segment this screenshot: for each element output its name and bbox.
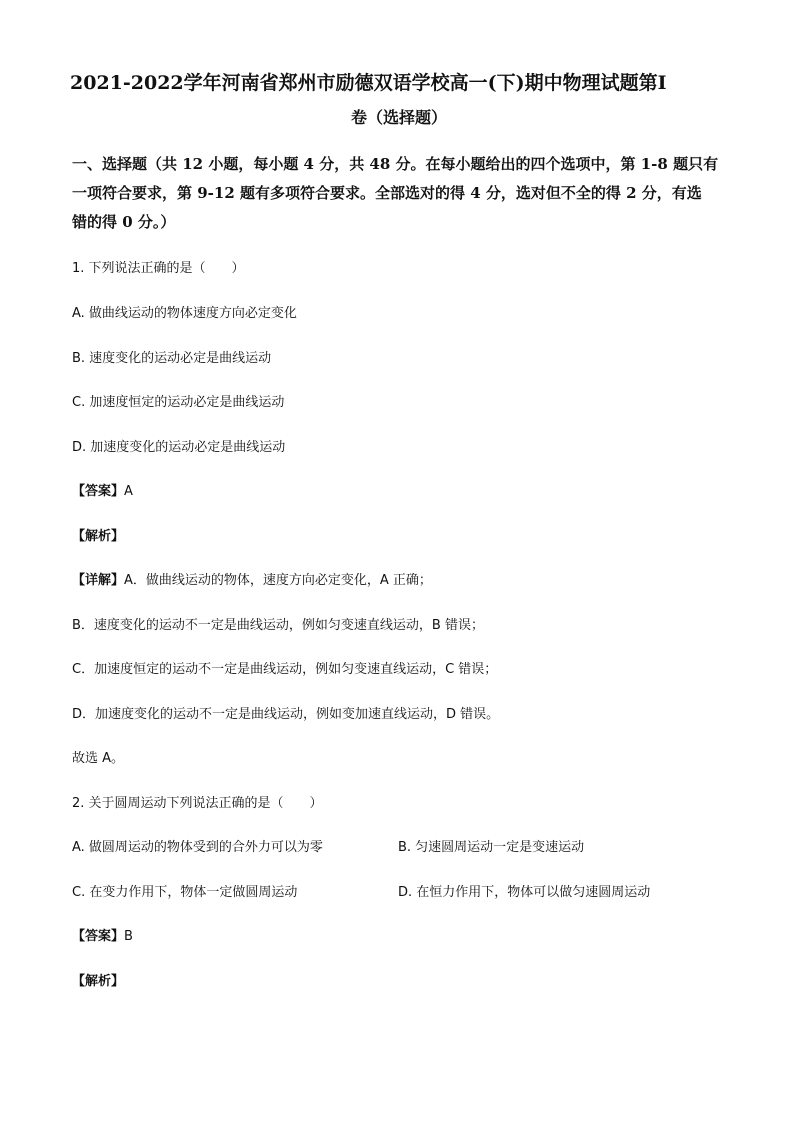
section-heading: [72, 150, 724, 237]
q1-detail-line4: D．加速度变化的运动不一定是曲线运动，例如变加速直线运动，D 错误。: [72, 707, 500, 722]
q2-analysis-line: [72, 973, 124, 991]
q1-detail-line1: [72, 572, 432, 590]
q1-option-b: B. 速度变化的运动必定是曲线运动: [72, 351, 272, 366]
document-title-line1: 2021-2022学年河南省郑州市励德双语学校高一(下)期中物理试题第Ⅰ: [70, 72, 667, 94]
q2-answer-line: [72, 928, 133, 946]
q1-answer-value: A: [124, 484, 133, 499]
section-heading-line3: 错的得 0 分。）: [72, 213, 176, 231]
q1-option-d: D. 加速度变化的运动必定是曲线运动: [72, 440, 286, 455]
q2-answer-tag: 【答案】: [72, 929, 125, 944]
q2-option-d: D. 在恒力作用下，物体可以做匀速圆周运动: [398, 885, 651, 900]
q2-answer-value: B: [124, 929, 133, 944]
q1-analysis-line: [72, 528, 124, 546]
section-heading-line2: 一项符合要求，第 9-12 题有多项符合要求。全部选对的得 4 分，选对但不全的得 2 分，有选: [72, 184, 702, 202]
q1-option-c: C. 加速度恒定的运动必定是曲线运动: [72, 395, 285, 410]
q1-detail-tag: 【详解】: [72, 573, 125, 588]
q1-conclusion: 故选 A。: [72, 751, 125, 766]
q1-analysis-tag: 【解析】: [72, 529, 125, 544]
section-heading-line1: 一、选择题（共 12 小题，每小题 4 分，共 48 分。在每小题给出的四个选项中，第 1-8 题只有: [72, 155, 719, 173]
q1-detail-text1: A．做曲线运动的物体，速度方向必定变化，A 正确；: [124, 573, 432, 588]
q2-option-a: A. 做圆周运动的物体受到的合外力可以为零: [72, 840, 323, 855]
q2-option-b: B. 匀速圆周运动一定是变速运动: [398, 840, 585, 855]
q1-option-a: A. 做曲线运动的物体速度方向必定变化: [72, 306, 297, 321]
q2-analysis-tag: 【解析】: [72, 974, 125, 989]
q1-answer-line: [72, 483, 133, 501]
q1-detail-line2: B．速度变化的运动不一定是曲线运动，例如匀变速直线运动，B 错误；: [72, 618, 484, 633]
document-title-line2: 卷（选择题）: [350, 108, 447, 127]
q1-stem: 1. 下列说法正确的是（ ）: [72, 261, 245, 276]
q1-detail-line3: C．加速度恒定的运动不一定是曲线运动，例如匀变速直线运动，C 错误；: [72, 662, 498, 677]
q2-option-c: C. 在变力作用下，物体一定做圆周运动: [72, 885, 298, 900]
q1-answer-tag: 【答案】: [72, 484, 125, 499]
q2-stem: 2. 关于圆周运动下列说法正确的是（ ）: [72, 796, 323, 811]
